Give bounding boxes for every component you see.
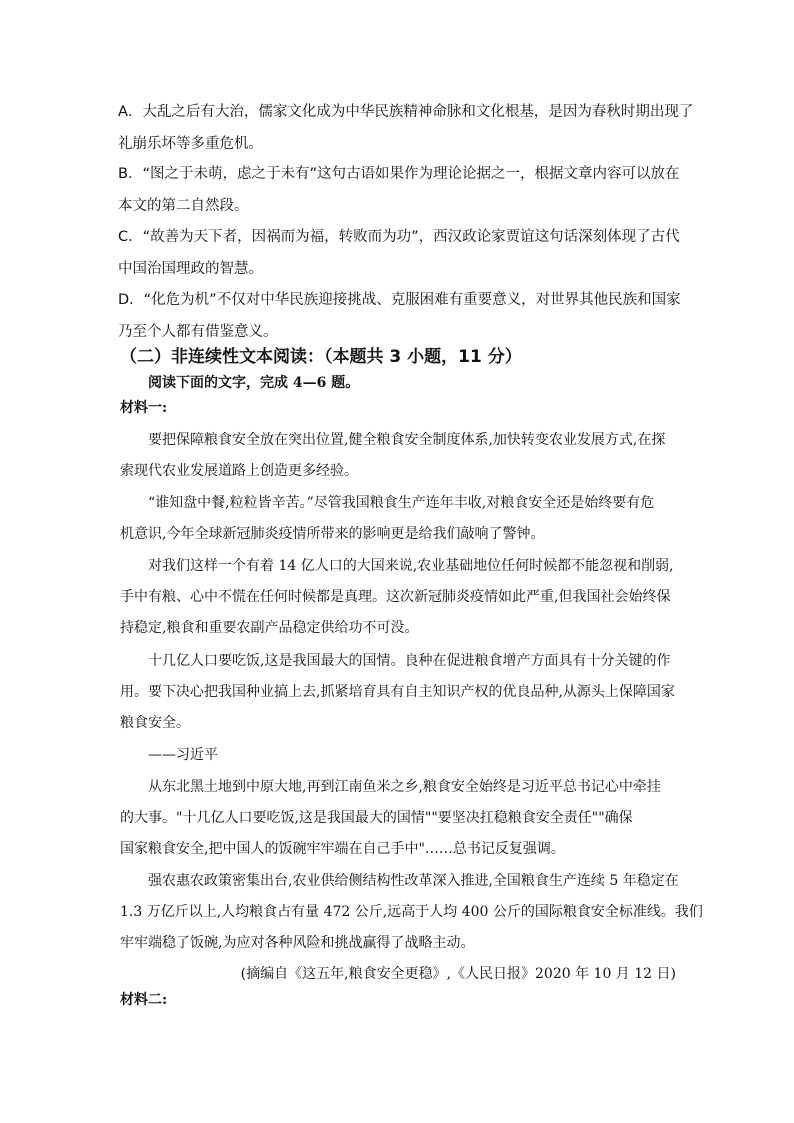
m1-p6-line-3: 牢牢端稳了饭碗,为应对各种风险和挑战赢得了战略主动。	[120, 935, 475, 951]
option-b-line-2: 本文的第二自然段。	[118, 198, 249, 214]
option-c-line-1: C．“故善为天下者，因祸而为福，转败而为功”，西汉政论家贾谊这句话深刻体现了古代	[118, 229, 680, 245]
m1-p5-line-3: 国家粮食安全,把中国人的饭碗牢牢端在自己手中"……总书记反复强调。	[120, 841, 565, 857]
m1-p5-line-2: 的大事。"十几亿人口要吃饭,这是我国最大的国情""要坚决扛稳粮食安全责任""确保	[120, 810, 633, 826]
m1-p3-line-3: 持稳定,粮食和重要农副产品稳定供给功不可没。	[120, 620, 419, 636]
m1-p2-line-1: “谁知盘中餐,粒粒皆辛苦。”尽管我国粮食生产连年丰收,对粮食安全还是始终要有危	[148, 495, 655, 511]
m1-p4-line-3: 粮食安全。	[120, 715, 190, 731]
option-b-line-1: B．“图之于未萌，虑之于未有”这句古语如果作为理论论据之一，根据文章内容可以放在	[118, 166, 680, 182]
m1-p4-line-1: 十几亿人口要吃饭,这是我国最大的国情。良种在促进粮食增产方面具有十分关键的作	[148, 653, 671, 669]
m1-p3-line-1: 对我们这样一个有着 14 亿人口的大国来说,农业基础地位任何时候都不能忽视和削弱,	[148, 558, 674, 574]
m1-p1-line-1: 要把保障粮食安全放在突出位置,健全粮食安全制度体系,加快转变农业发展方式,在探	[148, 432, 666, 448]
m1-p2-line-2: 机意识,今年全球新冠肺炎疫情所带来的影响更是给我们敲响了警钟。	[120, 526, 545, 542]
instruction: 阅读下面的文字，完成 4—6 题。	[148, 375, 360, 391]
m1-p1-line-2: 索现代农业发展道路上创造更多经验。	[120, 463, 358, 479]
m1-attribution: ——习近平	[148, 747, 218, 763]
option-d-line-1: D．“化危为机”不仅对中华民族迎接挑战、克服困难有重要意义，对世界其他民族和国家	[118, 292, 681, 308]
m1-p6-line-2: 1.3 万亿斤以上,人均粮食占有量 472 公斤,远高于人均 400 公斤的国际粮食安全标准线。我们	[120, 904, 703, 920]
material-1-label: 材料一:	[120, 400, 168, 416]
option-c-line-2: 中国治国理政的智慧。	[118, 261, 263, 277]
m1-p4-line-2: 用。要下决心把我国种业搞上去,抓紧培育具有自主知识产权的优良品种,从源头上保障国家	[120, 684, 675, 700]
option-d-line-2: 乃至个人都有借鉴意义。	[118, 324, 278, 340]
material-2-label: 材料二:	[120, 992, 168, 1008]
m1-p3-line-2: 手中有粮、心中不慌在任何时候都是真理。这次新冠肺炎疫情如此严重,但我国社会始终保	[120, 589, 671, 605]
m1-p5-line-1: 从东北黑土地到中原大地,再到江南鱼米之乡,粮食安全始终是习近平总书记心中牵挂	[148, 779, 661, 795]
option-a-line-2: 礼崩乐坏等多重危机。	[118, 136, 263, 152]
m1-p6-line-1: 强农惠农政策密集出台,农业供给侧结构性改革深入推进,全国粮食生产连续 5 年稳定在	[148, 873, 679, 889]
option-a-line-1: A．大乱之后有大治，儒家文化成为中华民族精神命脉和文化根基，是因为春秋时期出现了	[118, 104, 694, 120]
section-title: （二）非连续性文本阅读：（本题共 3 小题，11 分）	[120, 347, 522, 367]
m1-source: (摘编自《这五年,粮食安全更稳》,《人民日报》2020 年 10 月 12 日)	[240, 966, 676, 982]
